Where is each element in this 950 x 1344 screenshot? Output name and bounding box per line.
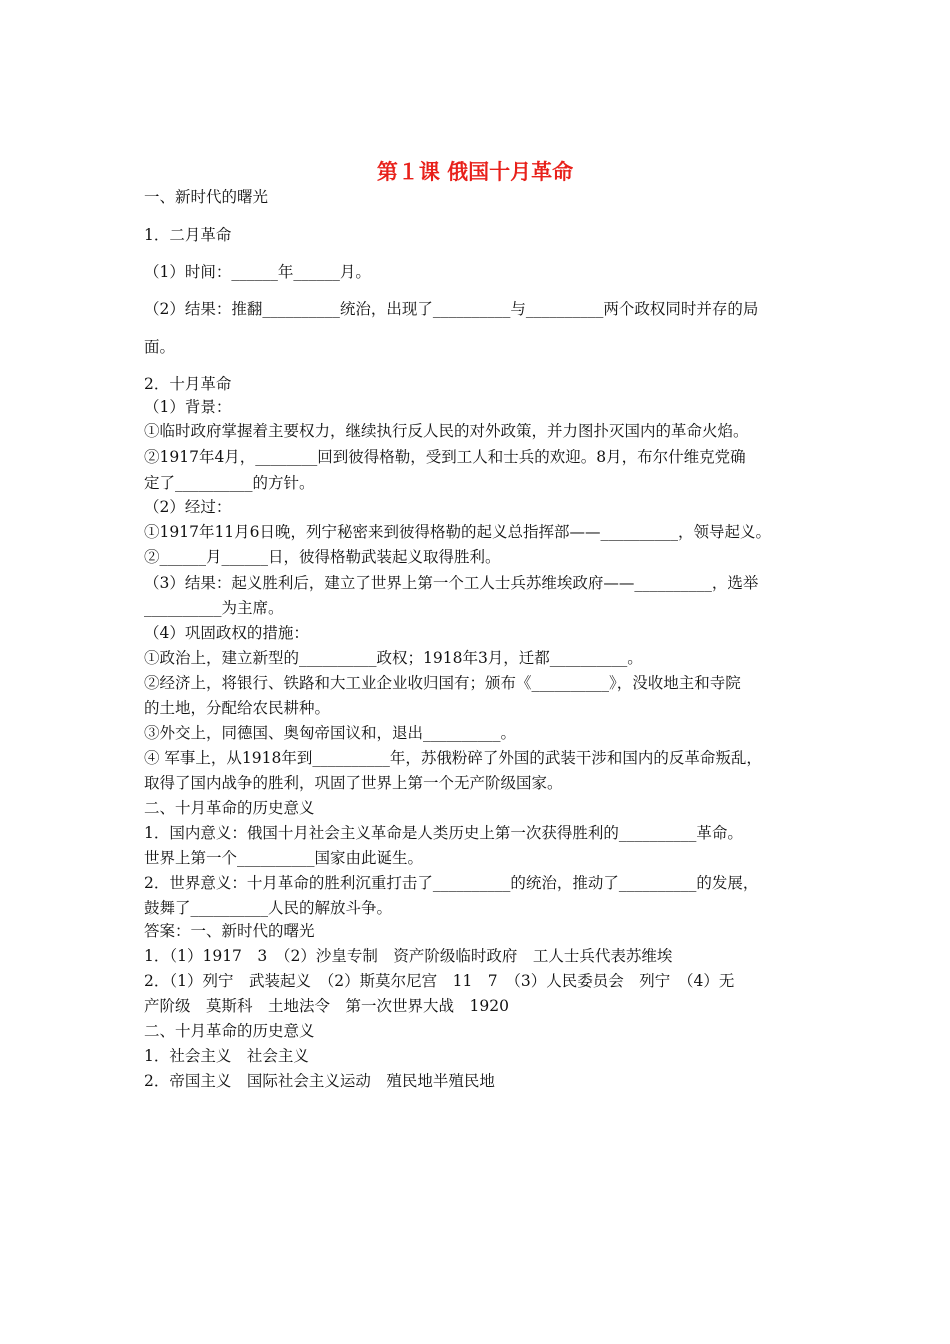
section-heading: 二、十月革命的历史意义 xyxy=(144,799,315,817)
question-line: ④ 军事上，从1918年到__________年，苏俄粉碎了外国的武装干涉和国内的反革命叛乱， xyxy=(144,749,762,767)
question-line: __________为主席。 xyxy=(144,599,284,617)
question-line: 1．国内意义：俄国十月社会主义革命是人类历史上第一次获得胜利的__________革命。 xyxy=(144,824,743,842)
answer-line: 2．（1）列宁 武装起义 （2）斯莫尔尼宫 11 7 （3）人民委员会 列宁 （4）无 xyxy=(144,972,735,990)
question-line: （1）时间：______年______月。 xyxy=(144,263,371,281)
question-line: 定了__________的方针。 xyxy=(144,474,315,492)
question-line: （4）巩固政权的措施： xyxy=(144,624,309,642)
answer-heading: 答案：一、新时代的曙光 xyxy=(144,922,315,940)
section-heading: 一、新时代的曙光 xyxy=(144,188,269,206)
question-line: ②______月______日，彼得格勒武装起义取得胜利。 xyxy=(144,548,501,566)
question-line: 面。 xyxy=(144,338,176,356)
answer-line: 2．帝国主义 国际社会主义运动 殖民地半殖民地 xyxy=(144,1072,495,1090)
question-line: 2．世界意义：十月革命的胜利沉重打击了__________的统治，推动了__________的发展， xyxy=(144,874,759,892)
page-title: 第１课 俄国十月革命 xyxy=(376,160,574,184)
question-line: （2）经过： xyxy=(144,498,232,516)
question-line: 取得了国内战争的胜利，巩固了世界上第一个无产阶级国家。 xyxy=(144,774,563,792)
answer-line: 1．社会主义 社会主义 xyxy=(144,1047,309,1065)
question-line: ③外交上，同德国、奥匈帝国议和，退出__________。 xyxy=(144,724,517,742)
question-line: （2）结果：推翻__________统治，出现了__________与__________两个政权同时并存的局 xyxy=(144,300,759,318)
question-line: 鼓舞了__________人民的解放斗争。 xyxy=(144,899,393,917)
subsection-heading: 1．二月革命 xyxy=(144,226,232,244)
subsection-heading: 2．十月革命 xyxy=(144,375,232,393)
answer-line: 产阶级 莫斯科 土地法令 第一次世界大战 1920 xyxy=(144,997,509,1015)
question-line: （1）背景： xyxy=(144,398,232,416)
answer-heading: 二、十月革命的历史意义 xyxy=(144,1022,315,1040)
question-line: ①1917年11月6日晚，列宁秘密来到彼得格勒的起义总指挥部——__________，领导起义。 xyxy=(144,523,772,541)
question-line: ①政治上，建立新型的__________政权；1918年3月，迁都__________。 xyxy=(144,649,643,667)
answer-line: 1．（1）1917 3 （2）沙皇专制 资产阶级临时政府 工人士兵代表苏维埃 xyxy=(144,947,673,965)
question-line: ②1917年4月，________回到彼得格勒，受到工人和士兵的欢迎。8月，布尔什维克党确 xyxy=(144,448,746,466)
question-line: 的土地，分配给农民耕种。 xyxy=(144,699,331,717)
question-line: ①临时政府掌握着主要权力，继续执行反人民的对外政策，并力图扑灭国内的革命火焰。 xyxy=(144,422,749,440)
question-line: （3）结果：起义胜利后，建立了世界上第一个工人士兵苏维埃政府——__________，选举 xyxy=(144,574,759,592)
question-line: ②经济上，将银行、铁路和大工业企业收归国有；颁布《__________》，没收地主和寺院 xyxy=(144,674,741,692)
question-line: 世界上第一个__________国家由此诞生。 xyxy=(144,849,424,867)
